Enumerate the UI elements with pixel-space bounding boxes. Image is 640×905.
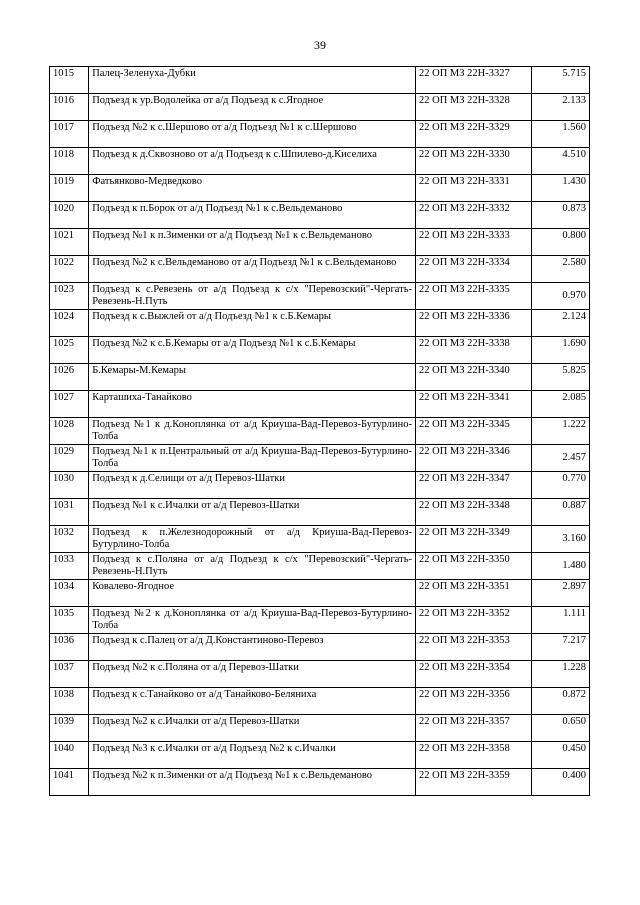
road-length: 5.715 (531, 67, 589, 94)
road-name: Подъезд к с.Палец от а/д Д.Константиново-Перевоз (89, 634, 416, 661)
row-number: 1031 (50, 499, 89, 526)
road-code: 22 ОП МЗ 22Н-3341 (416, 391, 532, 418)
road-name: Подъезд №2 к с.Вельдеманово от а/д Подъезд №1 к с.Вельдеманово (89, 256, 416, 283)
road-code: 22 ОП МЗ 22Н-3354 (416, 661, 532, 688)
road-length: 7.217 (531, 634, 589, 661)
road-name: Подъезд к д.Сквозново от а/д Подъезд к с.Шпилево-д.Киселиха (89, 148, 416, 175)
road-name: Карташиха-Танайково (89, 391, 416, 418)
table-row (50, 121, 590, 148)
road-length: 0.450 (531, 742, 589, 769)
row-number: 1028 (50, 418, 89, 445)
table-row (50, 148, 590, 175)
row-number: 1032 (50, 526, 89, 553)
road-code: 22 ОП МЗ 22Н-3358 (416, 742, 532, 769)
road-code: 22 ОП МЗ 22Н-3330 (416, 148, 532, 175)
road-name: Подъезд №1 к д.Коноплянка от а/д Криуша-Вад-Перевоз-Бутурлино-Толба (89, 418, 416, 445)
road-code: 22 ОП МЗ 22Н-3359 (416, 769, 532, 796)
road-name: Подъезд к с.Танайково от а/д Танайково-Беляниха (89, 688, 416, 715)
road-name: Подъезд №2 к с.Ичалки от а/д Перевоз-Шатки (89, 715, 416, 742)
table-row (50, 67, 590, 94)
row-number: 1019 (50, 175, 89, 202)
road-length: 0.873 (531, 202, 589, 229)
road-length: 1.560 (531, 121, 589, 148)
row-number: 1023 (50, 283, 89, 310)
road-code: 22 ОП МЗ 22Н-3333 (416, 229, 532, 256)
road-name: Подъезд №2 к с.Шершово от а/д Подъезд №1 к с.Шершово (89, 121, 416, 148)
road-code: 22 ОП МЗ 22Н-3338 (416, 337, 532, 364)
road-length: 2.124 (531, 310, 589, 337)
road-code: 22 ОП МЗ 22Н-3349 (416, 526, 532, 553)
table-row (50, 175, 590, 202)
road-code: 22 ОП МЗ 22Н-3345 (416, 418, 532, 445)
road-length: 0.650 (531, 715, 589, 742)
row-number: 1029 (50, 445, 89, 472)
road-name: Палец-Зеленуха-Дубки (89, 67, 416, 94)
road-name: Подъезд к с.Ревезень от а/д Подъезд к с/х "Перевозский"-Чергать-Ревезень-Н.Путь (89, 283, 416, 310)
row-number: 1020 (50, 202, 89, 229)
road-code: 22 ОП МЗ 22Н-3331 (416, 175, 532, 202)
road-length: 1.430 (531, 175, 589, 202)
page-number: 39 (314, 38, 326, 52)
road-length: 0.970 (531, 283, 589, 310)
table-row (50, 256, 590, 283)
table-row (50, 580, 590, 607)
row-number: 1025 (50, 337, 89, 364)
road-name: Подъезд №2 к с.Б.Кемары от а/д Подъезд №1 к с.Б.Кемары (89, 337, 416, 364)
road-code: 22 ОП МЗ 22Н-3346 (416, 445, 532, 472)
road-name: Подъезд №2 к с.Поляна от а/д Перевоз-Шатки (89, 661, 416, 688)
table-row (50, 445, 590, 472)
row-number: 1033 (50, 553, 89, 580)
road-length: 0.800 (531, 229, 589, 256)
road-name: Подъезд №3 к с.Ичалки от а/д Подъезд №2 к с.Ичалки (89, 742, 416, 769)
table-row (50, 553, 590, 580)
table-row (50, 607, 590, 634)
table-row (50, 742, 590, 769)
table-row (50, 202, 590, 229)
road-length: 1.228 (531, 661, 589, 688)
road-code: 22 ОП МЗ 22Н-3356 (416, 688, 532, 715)
road-code: 22 ОП МЗ 22Н-3350 (416, 553, 532, 580)
road-code: 22 ОП МЗ 22Н-3336 (416, 310, 532, 337)
table-row (50, 94, 590, 121)
table-row (50, 283, 590, 310)
road-name: Подъезд №1 к п.Зименки от а/д Подъезд №1 к с.Вельдеманово (89, 229, 416, 256)
roads-table (49, 66, 590, 796)
road-code: 22 ОП МЗ 22Н-3347 (416, 472, 532, 499)
table-row (50, 769, 590, 796)
row-number: 1016 (50, 94, 89, 121)
road-name: Подъезд к ур.Водолейка от а/д Подъезд к с.Ягодное (89, 94, 416, 121)
road-length: 0.770 (531, 472, 589, 499)
road-length: 0.887 (531, 499, 589, 526)
road-code: 22 ОП МЗ 22Н-3327 (416, 67, 532, 94)
row-number: 1039 (50, 715, 89, 742)
road-length: 0.400 (531, 769, 589, 796)
row-number: 1040 (50, 742, 89, 769)
road-length: 5.825 (531, 364, 589, 391)
road-length: 4.510 (531, 148, 589, 175)
road-name: Подъезд к д.Селищи от а/д Перевоз-Шатки (89, 472, 416, 499)
road-length: 2.133 (531, 94, 589, 121)
road-name: Подъезд к п.Борок от а/д Подъезд №1 к с.Вельдеманово (89, 202, 416, 229)
table-row (50, 688, 590, 715)
road-length: 2.897 (531, 580, 589, 607)
road-name: Подъезд №2 к п.Зименки от а/д Подъезд №1 к с.Вельдеманово (89, 769, 416, 796)
table-row (50, 229, 590, 256)
road-length: 1.222 (531, 418, 589, 445)
road-name: Подъезд к п.Железнодорожный от а/д Криуша-Вад-Перевоз-Бутурлино-Толба (89, 526, 416, 553)
road-code: 22 ОП МЗ 22Н-3335 (416, 283, 532, 310)
road-length: 1.111 (531, 607, 589, 634)
road-length: 2.580 (531, 256, 589, 283)
table-row (50, 391, 590, 418)
table-row (50, 337, 590, 364)
table-row (50, 418, 590, 445)
road-code: 22 ОП МЗ 22Н-3348 (416, 499, 532, 526)
road-name: Подъезд №1 к с.Ичалки от а/д Перевоз-Шатки (89, 499, 416, 526)
road-code: 22 ОП МЗ 22Н-3332 (416, 202, 532, 229)
road-name: Подъезд №2 к д.Коноплянка от а/д Криуша-Вад-Перевоз-Бутурлино-Толба (89, 607, 416, 634)
road-code: 22 ОП МЗ 22Н-3353 (416, 634, 532, 661)
row-number: 1022 (50, 256, 89, 283)
road-length: 2.457 (531, 445, 589, 472)
road-name: Ковалево-Ягодное (89, 580, 416, 607)
row-number: 1038 (50, 688, 89, 715)
row-number: 1036 (50, 634, 89, 661)
road-code: 22 ОП МЗ 22Н-3340 (416, 364, 532, 391)
road-length: 1.480 (531, 553, 589, 580)
row-number: 1024 (50, 310, 89, 337)
road-length: 0.872 (531, 688, 589, 715)
table-row (50, 715, 590, 742)
row-number: 1026 (50, 364, 89, 391)
row-number: 1015 (50, 67, 89, 94)
table-row (50, 526, 590, 553)
roads-table-body (50, 67, 590, 796)
road-code: 22 ОП МЗ 22Н-3334 (416, 256, 532, 283)
row-number: 1041 (50, 769, 89, 796)
road-code: 22 ОП МЗ 22Н-3357 (416, 715, 532, 742)
table-row (50, 310, 590, 337)
road-name: Подъезд к с.Выжлей от а/д Подъезд №1 к с.Б.Кемары (89, 310, 416, 337)
road-code: 22 ОП МЗ 22Н-3352 (416, 607, 532, 634)
road-code: 22 ОП МЗ 22Н-3328 (416, 94, 532, 121)
road-name: Подъезд №1 к п.Центральный от а/д Криуша-Вад-Перевоз-Бутурлино-Толба (89, 445, 416, 472)
road-length: 3.160 (531, 526, 589, 553)
road-code: 22 ОП МЗ 22Н-3351 (416, 580, 532, 607)
table-row (50, 634, 590, 661)
road-length: 2.085 (531, 391, 589, 418)
row-number: 1018 (50, 148, 89, 175)
row-number: 1034 (50, 580, 89, 607)
row-number: 1037 (50, 661, 89, 688)
table-row (50, 364, 590, 391)
row-number: 1021 (50, 229, 89, 256)
table-row (50, 472, 590, 499)
road-name: Б.Кемары-М.Кемары (89, 364, 416, 391)
row-number: 1027 (50, 391, 89, 418)
road-code: 22 ОП МЗ 22Н-3329 (416, 121, 532, 148)
row-number: 1035 (50, 607, 89, 634)
row-number: 1017 (50, 121, 89, 148)
row-number: 1030 (50, 472, 89, 499)
table-row (50, 661, 590, 688)
road-name: Фатьянково-Медведково (89, 175, 416, 202)
table-row (50, 499, 590, 526)
road-name: Подъезд к с.Поляна от а/д Подъезд к с/х "Перевозский"-Чергать-Ревезень-Н.Путь (89, 553, 416, 580)
road-length: 1.690 (531, 337, 589, 364)
